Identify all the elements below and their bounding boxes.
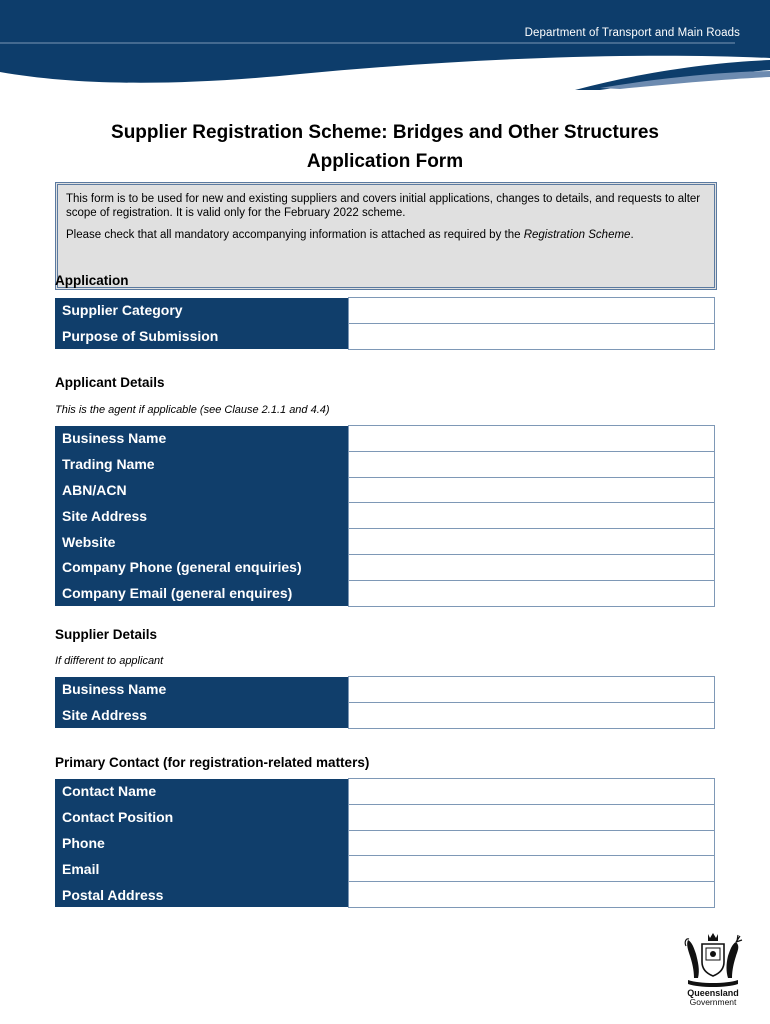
table-row (55, 477, 715, 503)
logo-text-queensland: Queensland (687, 988, 739, 998)
supplier-category-input[interactable] (348, 298, 715, 324)
table-row (55, 298, 715, 324)
table-row (55, 554, 715, 580)
header-banner (0, 0, 770, 95)
field-label: Business Name (55, 426, 348, 452)
table-row (55, 779, 715, 805)
table-row (55, 830, 715, 856)
table-row (55, 804, 715, 830)
table-row (55, 702, 715, 728)
email-input[interactable] (348, 856, 715, 882)
applicant-site-address-input[interactable] (348, 503, 715, 529)
website-input[interactable] (348, 529, 715, 555)
logo-text-government: Government (689, 997, 737, 1006)
table-row (55, 323, 715, 349)
field-label: Supplier Category (55, 298, 348, 324)
supplier-table (55, 676, 715, 729)
supplier-site-address-input[interactable] (348, 702, 715, 728)
department-name: Department of Transport and Main Roads (524, 27, 740, 39)
primary-contact-heading: Primary Contact (for registration-related matters) (55, 755, 370, 770)
form-title: Supplier Registration Scheme: Bridges and Other Structures (111, 122, 659, 143)
contact-table (55, 778, 715, 908)
queensland-government-logo (680, 932, 746, 1006)
purpose-of-submission-input[interactable] (348, 323, 715, 349)
phone-input[interactable] (348, 830, 715, 856)
field-label: Company Email (general enquires) (55, 580, 348, 606)
field-label: Contact Position (55, 804, 348, 830)
field-label: Website (55, 529, 348, 555)
instructions-end: . (630, 229, 634, 241)
applicant-note: This is the agent if applicable (see Clause 2.1.1 and 4.4) (55, 404, 330, 416)
instructions-box (55, 182, 717, 290)
field-label: ABN/ACN (55, 477, 348, 503)
field-label: Purpose of Submission (55, 323, 348, 349)
field-label: Site Address (55, 702, 348, 728)
form-subtitle: Application Form (306, 151, 464, 172)
field-label: Trading Name (55, 451, 348, 477)
table-row (55, 529, 715, 555)
field-label: Contact Name (55, 779, 348, 805)
trading-name-input[interactable] (348, 451, 715, 477)
instructions-paragraph-1: This form is to be used for new and existing suppliers and covers initial applications, changes to details, and requests to alter scope of registration. It is valid only for the February 2022 scheme. (66, 193, 701, 219)
supplier-note: If different to applicant (55, 655, 164, 667)
application-table (55, 297, 715, 350)
contact-position-input[interactable] (348, 804, 715, 830)
table-row (55, 503, 715, 529)
company-email-input[interactable] (348, 580, 715, 606)
table-row (55, 426, 715, 452)
supplier-details-heading: Supplier Details (55, 627, 158, 642)
instructions-text: Please check that all mandatory accompanying information is attached as required by the (66, 229, 524, 241)
table-row (55, 580, 715, 606)
field-label: Postal Address (55, 882, 348, 908)
company-phone-input[interactable] (348, 554, 715, 580)
table-row (55, 677, 715, 703)
table-row (55, 451, 715, 477)
field-label: Phone (55, 830, 348, 856)
field-label: Site Address (55, 503, 348, 529)
applicant-details-heading: Applicant Details (55, 375, 165, 390)
field-label: Company Phone (general enquiries) (55, 554, 348, 580)
application-heading: Application (55, 273, 129, 288)
field-label: Email (55, 856, 348, 882)
field-label: Business Name (55, 677, 348, 703)
supplier-business-name-input[interactable] (348, 677, 715, 703)
postal-address-input[interactable] (348, 882, 715, 908)
instructions-paragraph-2 (66, 228, 706, 242)
table-row (55, 856, 715, 882)
table-row (55, 882, 715, 908)
applicant-table (55, 425, 715, 607)
applicant-business-name-input[interactable] (348, 426, 715, 452)
contact-name-input[interactable] (348, 779, 715, 805)
abn-acn-input[interactable] (348, 477, 715, 503)
registration-scheme-reference: Registration Scheme (523, 229, 631, 241)
